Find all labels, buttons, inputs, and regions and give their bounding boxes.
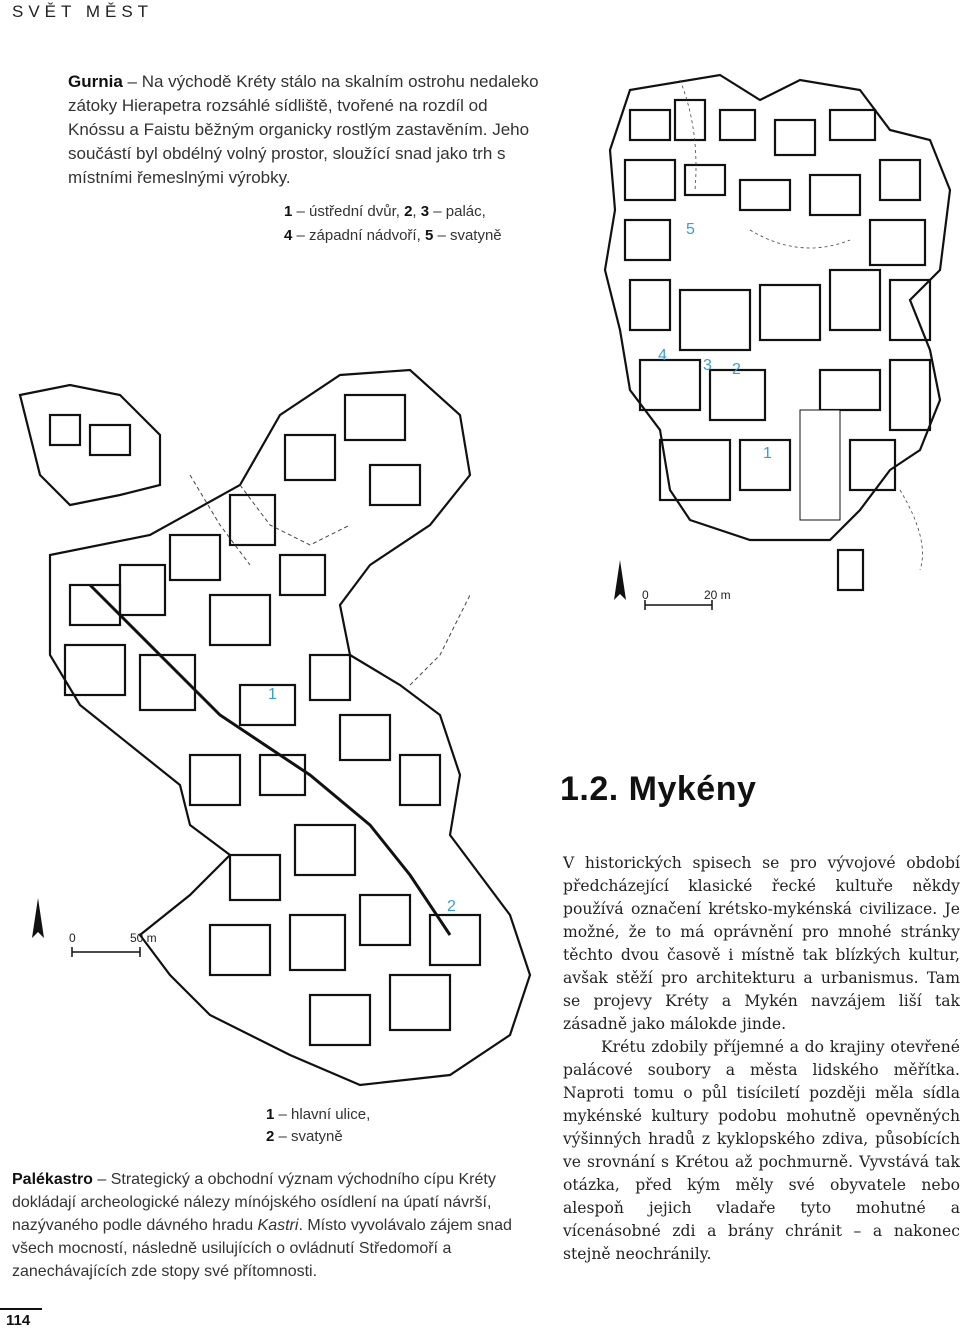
gurnia-site-plan — [600, 70, 960, 630]
palekastro-site-plan — [10, 355, 555, 1095]
legend-num: 2 — [404, 203, 413, 220]
legend-num: 5 — [424, 227, 434, 244]
section-title: 1.2. Mykény — [560, 770, 757, 808]
north-arrow-icon — [32, 898, 44, 938]
legend-text: – svatyně — [433, 227, 502, 244]
map-label-5: 5 — [686, 221, 695, 238]
legend-text: , — [412, 203, 421, 220]
scale-end: 50 m — [130, 931, 157, 945]
map-label-1: 1 — [268, 686, 277, 703]
palekastro-caption — [12, 1168, 512, 1283]
palekastro-legend — [266, 1104, 370, 1148]
palekastro-text: Strategický a obchodní význam východního cípu Kréty dokládají archeologické nálezy mínójského osídlení na úpatí návrší, nazývaného podle dávného hradu — [12, 1171, 496, 1234]
body-paragraph-2: Krétu zdobily příjemné a do krajiny otevřené palácové soubory a města lidského měřítka. Naproti tomu o půl tisíciletí později měla sídla mykénské kultury podobu mohutně opevněných výšinných hradů z kyklopského zdiva, působících ve srovnání s Krétou až pochmurně. Vyvstává tak otázka, před kým měly své obyvatele nebo alespoň jejich vladaře tyto mohutné a vícenásobné zdi a brány chránit – a nakonec stejně neochránily. — [563, 1038, 960, 1263]
legend-text: – svatyně — [274, 1128, 343, 1145]
legend-num: 3 — [420, 203, 430, 220]
legend-text: – západní nádvoří, — [292, 227, 425, 244]
scale-bar — [642, 588, 731, 610]
scale-end: 20 m — [704, 588, 731, 602]
legend-num: 1 — [284, 203, 293, 220]
legend-text: – hlavní ulice, — [274, 1106, 371, 1123]
palekastro-text: . Místo vyvolávalo zájem snad všech mocností, následně usilujících o ovládnutí Středomoří a zanechávajících zde stopy své přítomnosti. — [12, 1217, 512, 1280]
gurnia-caption — [68, 70, 548, 190]
body-paragraph-1: V historických spisech se pro vývojové období předcházející klasické řecké kultuře někdy používá označení krétsko-mykénská civilizace. Je možné, že to má oprávnění pro mnohé stránky těchto dvou časově i místně tak blízkých kultur, avšak stěží pro architekturu a urbanismus. Tam se projevy Kréty a Mykén navzájem liší tak zásadně jako málokde jinde. — [563, 854, 960, 1033]
legend-text: – palác, — [429, 203, 486, 220]
north-arrow-icon — [614, 560, 626, 600]
scale-start: 0 — [642, 588, 649, 602]
map-label-3: 3 — [703, 357, 712, 374]
scale-bar — [69, 931, 157, 957]
running-header: SVĚT MĚST — [12, 2, 154, 21]
palekastro-name: Palékastro — [12, 1171, 93, 1188]
legend-num: 1 — [266, 1106, 275, 1123]
legend-text: – ústřední dvůr, — [292, 203, 405, 220]
map-label-4: 4 — [658, 347, 667, 364]
legend-num: 4 — [284, 227, 293, 244]
page-number: 114 — [0, 1308, 42, 1336]
caption-dash: – — [92, 1171, 111, 1188]
map-label-2: 2 — [732, 361, 741, 378]
caption-dash: – — [122, 72, 142, 91]
gurnia-text: Na východě Kréty stálo na skalním ostrohu nedaleko zátoky Hierapetra rozsáhlé sídliště, tvořené na rozdíl od Knóssu a Faistu běžným organicky rostlým zastavěním. Jeho součástí byl obdélný volný prostor, sloužící snad jako trh s místními řemeslnými výrobky. — [68, 72, 539, 187]
gurnia-name: Gurnia — [68, 72, 123, 91]
gurnia-legend — [284, 200, 502, 248]
body-text — [563, 852, 960, 1266]
palekastro-italic: Kastri — [257, 1217, 299, 1234]
scale-start: 0 — [69, 931, 76, 945]
legend-num: 2 — [266, 1128, 275, 1145]
map-label-2: 2 — [447, 898, 456, 915]
map-label-1: 1 — [763, 445, 772, 462]
